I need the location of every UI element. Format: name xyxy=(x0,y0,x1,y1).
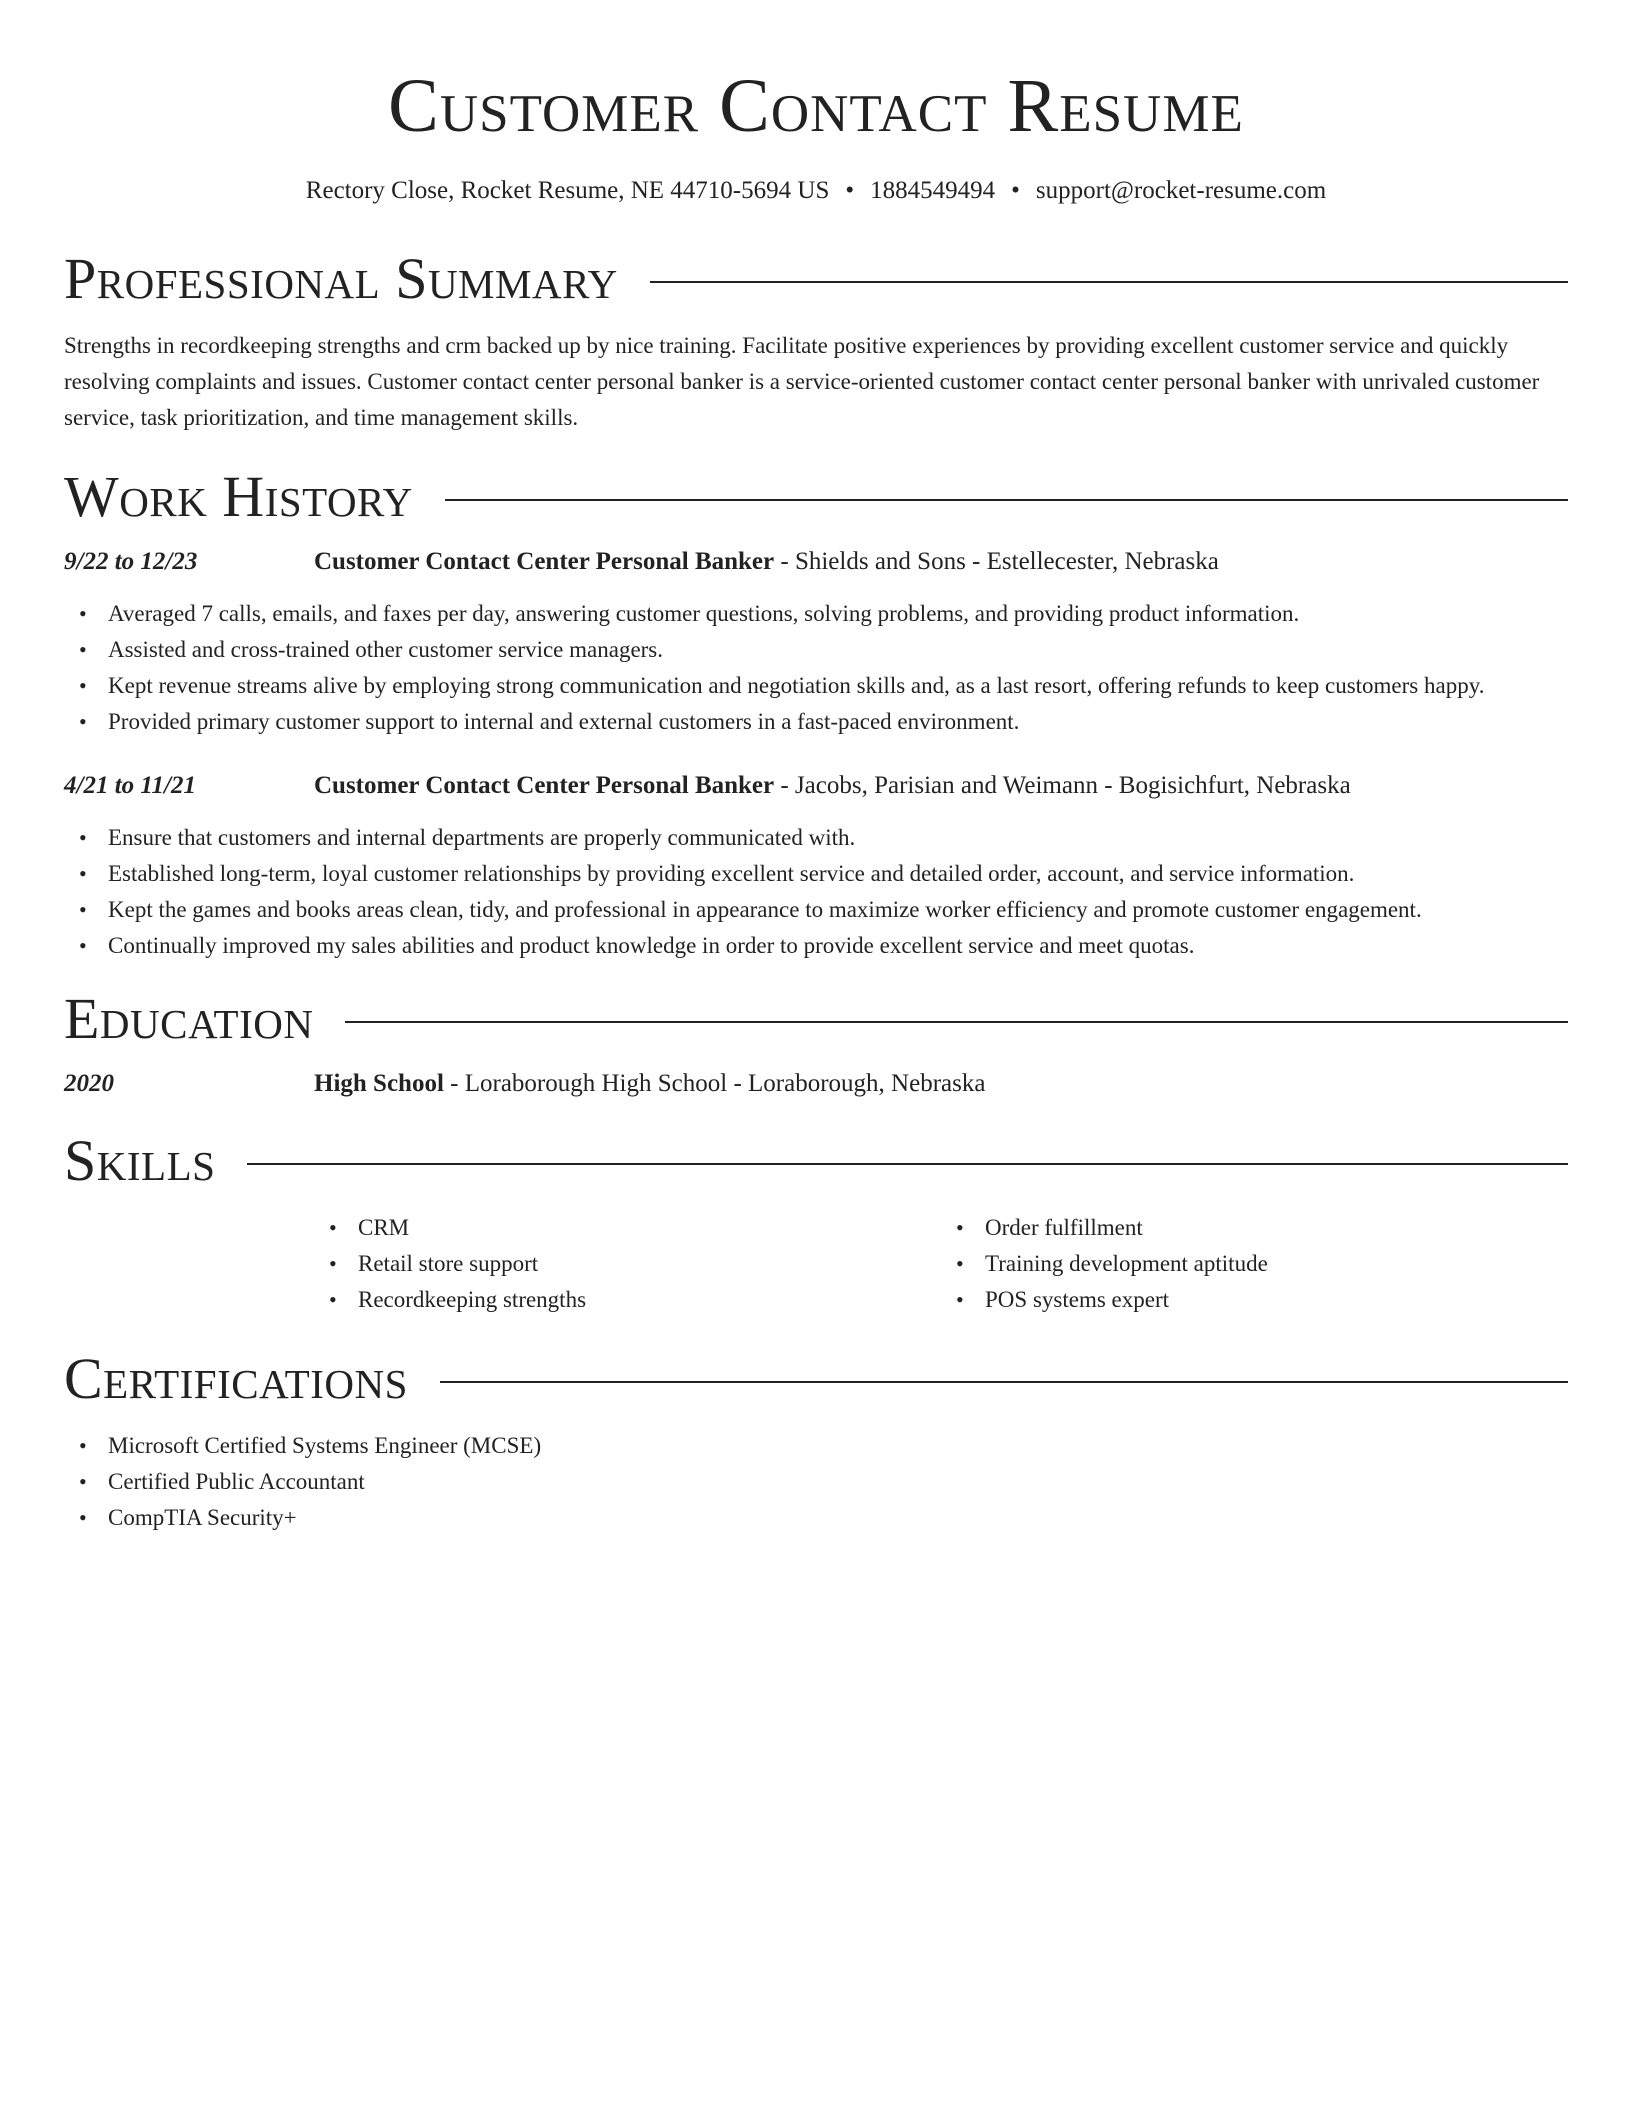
list-item: • Retail store support xyxy=(358,1246,941,1282)
list-item: • CompTIA Security+ xyxy=(108,1500,1568,1536)
summary-text: Strengths in recordkeeping strengths and crm backed up by nice training. Facilitate positive experiences by providing excellent customer service and quickly resolving complaints and issues. Customer contact center personal banker is a service-oriented customer contact center personal banker with unrivaled customer service, task prioritization, and time management skills. xyxy=(64,333,1540,430)
list-item: • Recordkeeping strengths xyxy=(358,1282,941,1318)
job-dates: 9/22 to 12/23 xyxy=(64,548,198,575)
education-school: - Loraborough High School - Loraborough, Nebraska xyxy=(443,1070,986,1097)
section-header-work-history xyxy=(64,464,1568,530)
certifications-list xyxy=(64,1428,1568,1536)
education-entry xyxy=(64,1068,1568,1100)
job-title: Customer Contact Center Personal Banker xyxy=(314,548,775,575)
section-header-certifications xyxy=(64,1346,1568,1412)
section-heading-summary: Professional Summary xyxy=(64,246,618,311)
section-header-skills xyxy=(64,1128,1568,1194)
contact-line xyxy=(64,176,1568,206)
contact-phone: 1884549494 xyxy=(870,177,996,204)
contact-separator: • xyxy=(1011,177,1020,204)
list-item: • Training development aptitude xyxy=(985,1246,1568,1282)
resume-title: Customer Contact Resume xyxy=(388,64,1244,148)
section-divider xyxy=(650,281,1568,283)
section-header-education xyxy=(64,986,1568,1052)
section-heading-skills: Skills xyxy=(64,1128,216,1193)
job-employer: - Jacobs, Parisian and Weimann - Bogisichfurt, Nebraska xyxy=(774,772,1351,799)
job-bullets xyxy=(64,596,1568,740)
list-item: • CRM xyxy=(358,1210,941,1246)
list-item: • Order fulfillment xyxy=(985,1210,1568,1246)
list-item: • Provided primary customer support to internal and external customers in a fast-paced environment. xyxy=(108,704,1568,740)
list-item: • POS systems expert xyxy=(985,1282,1568,1318)
section-divider xyxy=(445,499,1568,501)
section-heading-education: Education xyxy=(64,986,314,1051)
job-employer: - Shields and Sons - Estellecester, Nebraska xyxy=(774,548,1219,575)
job-entry xyxy=(64,546,1568,740)
job-heading xyxy=(314,770,1351,802)
list-item: • Continually improved my sales abilities and product knowledge in order to provide excellent service and meet quotas. xyxy=(108,928,1568,964)
job-entry xyxy=(64,770,1568,964)
list-item: • Microsoft Certified Systems Engineer (MCSE) xyxy=(108,1428,1568,1464)
list-item: • Certified Public Accountant xyxy=(108,1464,1568,1500)
section-divider xyxy=(247,1163,1568,1165)
section-header-summary xyxy=(64,246,1568,312)
job-dates: 4/21 to 11/21 xyxy=(64,772,196,799)
education-year: 2020 xyxy=(64,1070,114,1097)
section-divider xyxy=(345,1021,1568,1023)
section-divider xyxy=(440,1381,1568,1383)
section-heading-work-history: Work History xyxy=(64,464,413,529)
contact-separator: • xyxy=(845,177,855,204)
job-title: Customer Contact Center Personal Banker xyxy=(314,772,775,799)
education-heading xyxy=(314,1068,985,1100)
job-heading xyxy=(314,546,1219,578)
contact-email[interactable]: support@rocket-resume.com xyxy=(1035,177,1327,204)
list-item: • Kept revenue streams alive by employing strong communication and negotiation skills and, as a last resort, offering refunds to keep customers happy. xyxy=(108,668,1568,704)
list-item: • Ensure that customers and internal departments are properly communicated with. xyxy=(108,820,1568,856)
contact-address: Rectory Close, Rocket Resume, NE 44710-5694 US xyxy=(305,177,830,204)
list-item: • Averaged 7 calls, emails, and faxes per day, answering customer questions, solving problems, and providing product information. xyxy=(108,596,1568,632)
list-item: • Assisted and cross-trained other customer service managers. xyxy=(108,632,1568,668)
skills-column-right xyxy=(941,1210,1568,1318)
skills-list xyxy=(314,1210,1568,1318)
section-heading-certifications: Certifications xyxy=(64,1346,408,1411)
education-degree: High School xyxy=(314,1070,444,1097)
job-bullets xyxy=(64,820,1568,964)
list-item: • Established long-term, loyal customer relationships by providing excellent service and detailed order, account, and service information. xyxy=(108,856,1568,892)
list-item: • Kept the games and books areas clean, tidy, and professional in appearance to maximize worker efficiency and promote customer engagement. xyxy=(108,892,1568,928)
skills-column-left xyxy=(314,1210,941,1318)
